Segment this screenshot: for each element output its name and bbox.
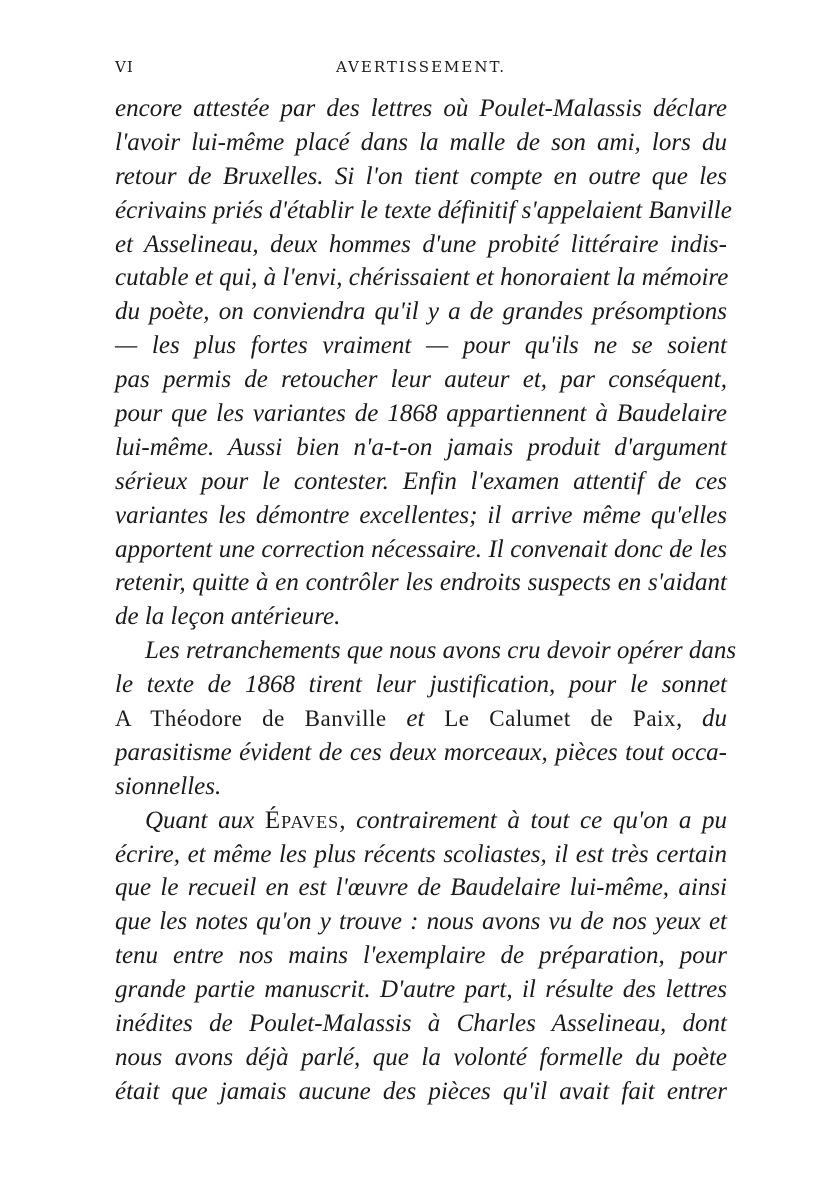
running-title: AVERTISSEMENT. (335, 58, 507, 76)
text-line-22 (115, 804, 727, 838)
text-fragment-et: et (386, 705, 445, 733)
text-line-6: cutable et qui, à l'envi, chérissaient et honoraient la mémoire (115, 264, 729, 292)
text-line-1: encore attestée par des lettres où Poulet-Malassis déclare (115, 95, 727, 122)
text-fragment-quant-aux: Quant aux (145, 806, 265, 834)
text-line-7: du poète, on conviendra qu'il y a de grandes présomptions (115, 298, 727, 326)
page-header (115, 58, 727, 84)
text-line-20: parasitisme évident de ces deux morceaux, pièces tout occa- (115, 738, 727, 766)
text-line-27: grande partie manuscrit. D'autre part, il résulte des lettres (115, 976, 727, 1004)
body-text (115, 92, 737, 1109)
text-line-4: écrivains priés d'établir le texte définitif s'appelaient Banville (115, 196, 732, 224)
text-line-19 (115, 702, 727, 736)
text-fragment-du: , du (675, 705, 728, 733)
text-line-3: retour de Bruxelles. Si l'on tient compte en outre que les (115, 162, 727, 190)
text-line-24: que le recueil en est l'œuvre de Baudelaire lui-même, ainsi (115, 874, 727, 902)
text-line-18: le texte de 1868 tirent leur justification, pour le sonnet (115, 671, 727, 699)
text-line-30: était que jamais aucune des pièces qu'il avait fait entrer (115, 1077, 727, 1105)
text-fragment-rest: , contrairement à tout ce qu'on a pu (339, 806, 727, 834)
text-line-14: apportent une correction nécessaire. Il convenait donc de les (115, 535, 727, 563)
text-line-9: pas permis de retoucher leur auteur et, par conséquent, (115, 366, 727, 394)
text-line-13: variantes les démontre excellentes; il arrive même qu'elles (115, 501, 727, 529)
page-number: VI (115, 58, 134, 76)
text-line-16: de la leçon antérieure. (115, 603, 341, 631)
poem-title-banville: A Théodore de Banville (115, 706, 387, 732)
text-line-12: sérieux pour le contester. Enfin l'examen attentif de ces (115, 467, 727, 495)
text-line-10: pour que les variantes de 1868 appartiennent à Baudelaire (115, 400, 727, 428)
text-line-5: et Asselineau, deux hommes d'une probité littéraire indis- (115, 230, 727, 258)
text-line-23: écrire, et même les plus récents scoliastes, il est très certain (115, 840, 727, 868)
text-line-2: l'avoir lui-même placé dans la malle de son ami, lors du (115, 128, 727, 156)
text-line-15: retenir, quitte à en contrôler les endroits suspects en s'aidant (115, 569, 727, 597)
text-line-29: nous avons déjà parlé, que la volonté formelle du poète (115, 1043, 727, 1071)
text-line-8: — les plus fortes vraiment — pour qu'ils ne se soient (115, 332, 727, 360)
text-line-25: que les notes qu'on y trouve : nous avons vu de nos yeux et (115, 908, 727, 936)
text-line-26: tenu entre nos mains l'exemplaire de préparation, pour (115, 942, 727, 970)
poem-title-calumet: Le Calumet de Paix (444, 706, 676, 732)
text-line-17: Les retranchements que nous avons cru devoir opérer dans (145, 637, 737, 665)
collection-title-epaves: Épaves (264, 806, 340, 834)
text-line-11: lui-même. Aussi bien n'a-t-on jamais produit d'argument (115, 433, 727, 461)
text-line-21: sionnelles. (115, 772, 222, 800)
text-line-28: inédites de Poulet-Malassis à Charles Asselineau, dont (115, 1010, 727, 1038)
